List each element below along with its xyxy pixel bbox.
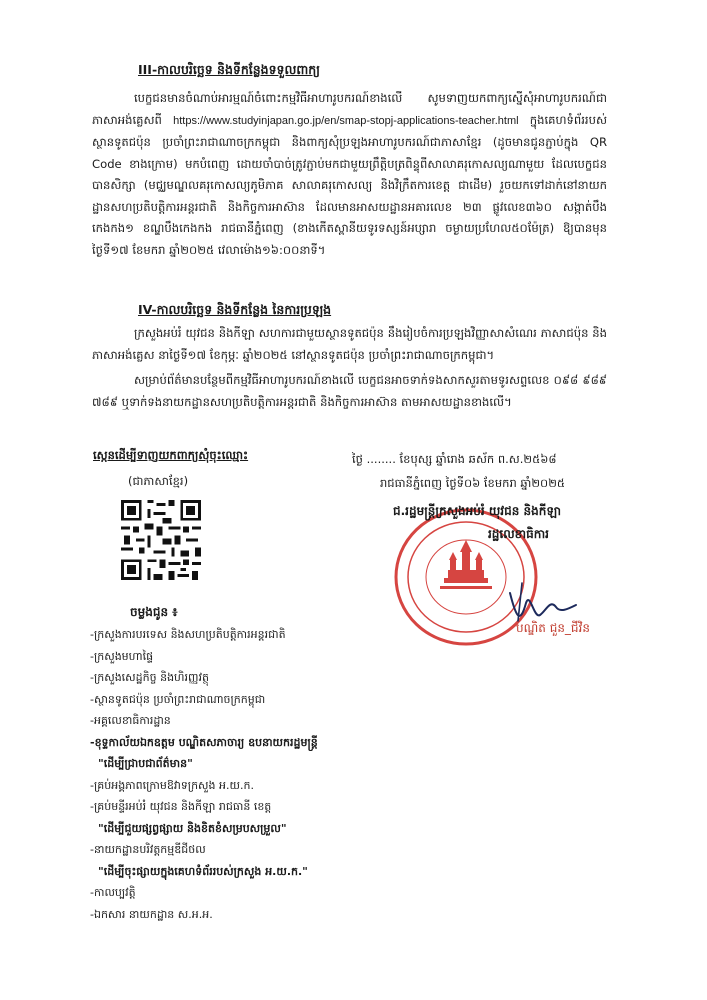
recipients-list <box>90 624 390 925</box>
section-4-paragraph-2: សម្រាប់ព័ត៌មានបន្ថែមពីកម្មវិធីអាហារូបករណ៍ខាងលើ បេក្ខជនអាចទាក់ទងសាកសួរតាមទូរសព្ទលេខ ០៩៨ ៩៨៩ ៧៨៩ ឬទាក់ទងនាយកដ្ឋានសហប្រតិបត្តិការអន្តរជាតិ និងកិច្ចការអាស៊ាន តាមអាសយដ្ឋានខាងលើ។ <box>92 373 607 409</box>
recipients-title: ចម្លងជូន ៖ <box>130 605 178 619</box>
list-item: -ស្ថានទូតជប៉ុន ប្រចាំព្រះរាជាណាចក្រកម្ពុជា <box>90 692 266 706</box>
list-item: -កាលប្បវត្តិ <box>90 886 136 899</box>
qr-subtitle: (ជាភាសាខ្មែរ) <box>128 474 189 488</box>
qr-title: ស្កេនដើម្បីទាញយកពាក្យសុំចុះឈ្មោះ <box>93 448 249 462</box>
list-item: -ខុទ្ទកាល័យឯកឧត្តម បណ្ឌិតសភាចារ្យ ឧបនាយករដ្ឋមន្ត្រី <box>90 735 318 749</box>
section-4-paragraph-1: ក្រសួងអប់រំ យុវជន និងកីឡា សហការជាមួយស្ថានទូតជប៉ុន នឹងរៀបចំការប្រឡងវិញ្ញាសាសំណេរ ភាសាជប៉ុន និងភាសាអង់គ្លេស នាថ្ងៃទី១៧ ខែកុម្ភៈ ឆ្នាំ២០២៥ នៅស្ថានទូតជប៉ុន ប្រចាំព្រះរាជាណាចក្រកម្ពុជា។ <box>92 326 607 362</box>
section-3-text-intro: បេក្ខជនមានចំណាប់អារម្មណ៍ចំពោះកម្មវិធីអាហារូបករណ៍ខាងលើ សូមទាញយកពាក្យស្នើសុំអាហារូបករណ៍ជាភាសាអង់គ្លេសពី <box>92 91 607 127</box>
section-3-heading: III-កាលបរិច្ឆេទ និងទីកន្លែងទទួលពាក្យ <box>138 62 320 77</box>
qr-code-icon[interactable] <box>118 497 204 583</box>
minister-title: រដ្ឋលេខាធិការ <box>488 527 549 541</box>
list-item: -គ្រប់មន្ទីរអប់រំ យុវជន និងកីឡា រាជធានី ខេត្ត <box>90 800 272 813</box>
list-item: -អគ្គលេខាធិការដ្ឋាន <box>90 714 171 727</box>
section-4-heading: IV-កាលបរិច្ឆេទ និងទីកន្លែង នៃការប្រឡង <box>138 302 332 317</box>
minister-line: ជ.រដ្ឋមន្ត្រីក្រសួងអប់រំ យុវជន និងកីឡា <box>393 504 562 518</box>
section-3-paragraph <box>92 88 607 261</box>
section-3-text-body: ក្នុងគេហទំព័ររបស់ស្ថានទូតជប៉ុន ប្រចាំព្រះរាជាណាចក្រកម្ពុជា និងពាក្យសុំប្រឡងអាហារូបករណ៍ជាភាសាខ្មែរ (ដូចមានជូនភ្ជាប់ក្នុង QR Code ខាងក្រោម) មកបំពេញ ដោយចាំបាច់ត្រូវភ្ជាប់មកជាមួយព្រឹត្តិបត្រពិន្ទុពីសាលាគរុកោសល្យណាមួយ ដែលបេក្ខជនបានសិក្សា (មជ្ឈមណ្ឌលគរុកោសល្យភូមិភាគ សាលាគរុកោសល្យ និងវិក្រឹតការខេត្ត ជាដើម) រួចយកទៅដាក់នៅនាយកដ្ឋានសហប្រតិបត្តិការអន្តរជាតិ និងកិច្ចការអាស៊ាន ដែលមានអាសយដ្ឋានអគារលេខ ២៣ ផ្លូវលេខ៣៦០ សង្កាត់បឹងកេងកង១ ខណ្ឌបឹងកេងកង រាជធានីភ្នំពេញ (ខាងកើតស្ពានីយទូរទស្សន៍អប្សារា ចម្ងាយប្រហែល៥០ម៉ែត្រ) ឱ្យបានមុនថ្ងៃទី១៧ ខែមករា ឆ្នាំ២០២៥ វេលាម៉ោង១៦:០០នាទី។ <box>92 112 608 257</box>
solar-date: រាជធានីភ្នំពេញ ថ្ងៃទី០៦ ខែមករា ឆ្នាំ២០២៥ <box>380 476 566 490</box>
list-item: -ឯកសារ នាយកដ្ឋាន ស.អ.អ. <box>90 907 213 921</box>
list-item: -ក្រសួងមហាផ្ទៃ <box>90 649 154 663</box>
application-url-link[interactable]: https://www.studyinjapan.go.jp/en/smap-stopj-applications-teacher.html <box>173 114 519 127</box>
list-item: "ដើម្បីចុះផ្សាយក្នុងគេហទំព័ររបស់ក្រសួង អ.យ.ក." <box>98 864 308 878</box>
list-item: -ក្រសួងការបរទេស និងសហប្រតិបត្តិការអន្តរជាតិ <box>90 628 286 641</box>
list-item: "ដើម្បីជួយផ្សព្វផ្សាយ និងខិតខំសម្របសម្រួល" <box>98 821 287 835</box>
signatory-name: បណ្ឌិត ជួន_ជីវិន <box>516 621 590 635</box>
list-item: -គ្រប់អង្គភាពក្រោមឱវាទក្រសួង អ.យ.ក. <box>90 778 254 792</box>
list-item: -នាយកដ្ឋានបរិវត្តកម្មឌីជីថល <box>90 843 206 856</box>
list-item: -ក្រសួងសេដ្ឋកិច្ច និងហិរញ្ញវត្ថុ <box>90 671 209 684</box>
list-item: "ដើម្បីជ្រាបជាព័ត៌មាន" <box>98 757 193 770</box>
lunar-date: ថ្ងៃ ........ ខែបុស្ស ឆ្នាំរោង ឆស័ក ព.ស.២៥៦៨ <box>352 452 557 466</box>
